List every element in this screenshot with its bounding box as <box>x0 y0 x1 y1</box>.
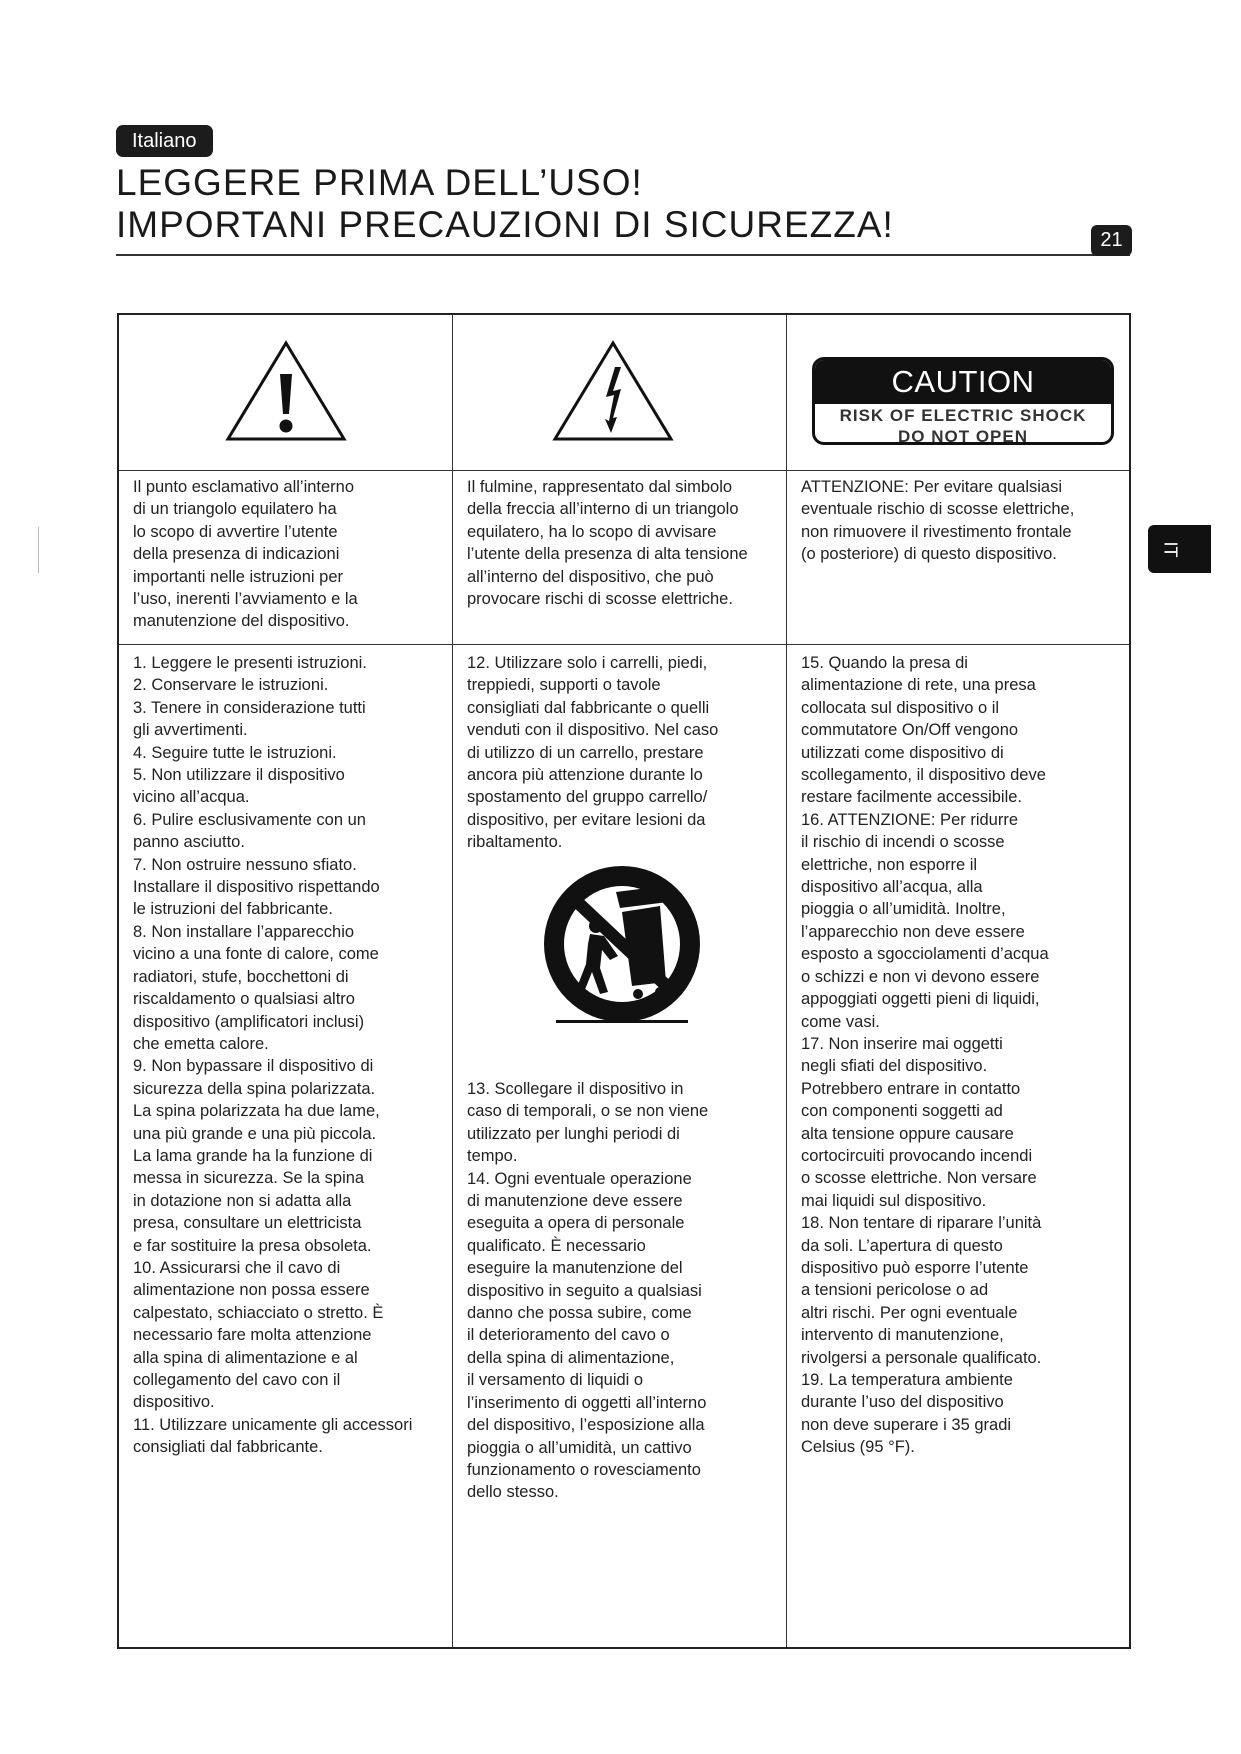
lightning-description: Il fulmine, rappresentato dal simbolo della freccia all’interno di un triangolo equilatero, ha lo scopo di avvisare l’utente della presenza di alta tensione all’interno del dispositivo, che può provocare rischi di scosse elettriche. <box>467 478 748 609</box>
caution-label-head: CAUTION <box>815 360 1111 404</box>
page-number-badge: 21 <box>1091 225 1132 256</box>
column-divider-2 <box>786 315 787 1647</box>
language-side-tab <box>1148 525 1211 573</box>
instructions-column-2-top: 12. Utilizzare solo i carrelli, piedi, treppiedi, supporti o tavole consigliati dal fabbricante o quelli venduti con il dispositivo. Nel caso di utilizzo di un carrello, prestare ancora più attenzione durante lo spostamento del gruppo carrello/ dispositivo, per evitare lesioni da ribaltamento. <box>467 654 719 852</box>
caution-description: ATTENZIONE: Per evitare qualsiasi eventuale rischio di scosse elettriche, non rimuovere il rivestimento frontale (o posteriore) di questo dispositivo. <box>801 478 1075 564</box>
page-title <box>116 162 1016 246</box>
caution-label-line-1: RISK OF ELECTRIC SHOCK <box>839 406 1087 425</box>
caution-label <box>812 357 1114 445</box>
language-badge: Italiano <box>116 125 213 157</box>
safety-table <box>117 313 1131 1649</box>
row-divider-1 <box>119 470 1129 471</box>
exclamation-description: Il punto esclamativo all’interno di un triangolo equilatero ha lo scopo di avvertire l’utente della presenza di indicazioni importanti nelle istruzioni per l’uso, inerenti l’avviamento e la manutenzione del dispositivo. <box>133 478 358 631</box>
instructions-column-1: 1. Leggere le presenti istruzioni. 2. Conservare le istruzioni. 3. Tenere in considerazione tutti gli avvertimenti. 4. Seguire tutte le istruzioni. 5. Non utilizzare il dispositivo vicino all’acqua. 6. Pulire esclusivamente con un panno asciutto. 7. Non ostruire nessuno sfiato. Installare il dispositivo rispettando le istruzioni del fabbricante. 8. Non installare l’apparecchio vicino a una fonte di calore, come radiatori, stufe, bocchettoni di riscaldamento o qualsiasi altro dispositivo (amplificatori inclusi) che emetta calore. 9. Non bypassare il dispositivo di sicurezza della spina polarizzata. La spina polarizzata ha due lame, una più grande e una più piccola. La lama grande ha la funzione di messa in sicurezza. Se la spina in dotazione non si adatta alla presa, consultare un elettricista e far sostituire la presa obsoleta. 10. Assicurarsi che il cavo di alimentazione non possa essere calpestato, schiacciato o stretto. È necessario fare molta attenzione alla spina di alimentazione e al collegamento del cavo con il dispositivo. 11. Utilizzare unicamente gli accessori consigliati dal fabbricante. <box>133 654 413 1457</box>
warning-exclamation-icon <box>224 339 348 448</box>
title-line-2: IMPORTANI PRECAUZIONI DI SICUREZZA! <box>116 204 894 245</box>
row-divider-2 <box>119 644 1129 645</box>
title-line-1: LEGGERE PRIMA DELL’USO! <box>116 162 643 203</box>
title-divider <box>116 254 1130 256</box>
margin-mark <box>38 527 39 573</box>
cart-tip-over-warning-icon <box>538 864 706 1039</box>
language-side-tab-label: IT <box>1160 541 1181 558</box>
electric-hazard-icon <box>551 339 675 448</box>
column-divider-1 <box>452 315 453 1647</box>
instructions-column-2-bottom: 13. Scollegare il dispositivo in caso di temporali, o se non viene utilizzato per lunghi periodi di tempo. 14. Ogni eventuale operazione di manutenzione deve essere eseguita a opera di personale qualificato. È necessario eseguire la manutenzione del dispositivo in seguito a qualsiasi danno che possa subire, come il deterioramento del cavo o della spina di alimentazione, il versamento di liquidi o l’inserimento di oggetti all’interno del dispositivo, l’esposizione alla pioggia o all’umidità, un cattivo funzionamento o rovesciamento dello stesso. <box>467 1080 709 1502</box>
instructions-column-3: 15. Quando la presa di alimentazione di rete, una presa collocata sul dispositivo o il commutatore On/Off vengono utilizzati come dispositivo di scollegamento, il dispositivo deve restare facilmente accessibile. 16. ATTENZIONE: Per ridurre il rischio di incendi o scosse elettriche, non esporre il dispositivo all’acqua, alla pioggia o all’umidità. Inoltre, l’apparecchio non deve essere esposto a sgocciolamenti d’acqua o schizzi e non vi devono essere appoggiati oggetti pieni di liquidi, come vasi. 17. Non inserire mai oggetti negli sfiati del dispositivo. Potrebbero entrare in contatto con componenti soggetti ad alta tensione oppure causare cortocircuiti provocando incendi o scosse elettriche. Non versare mai liquidi sul dispositivo. 18. Non tentare di riparare l’unità da soli. L’apertura di questo dispositivo può esporre l’utente a tensioni pericolose o ad altri rischi. Per ogni eventuale intervento di manutenzione, rivolgersi a personale qualificato. 19. La temperatura ambiente durante l’uso del dispositivo non deve superare i 35 gradi Celsius (95 °F). <box>801 654 1049 1457</box>
caution-label-line-2: DO NOT OPEN <box>897 427 1028 445</box>
